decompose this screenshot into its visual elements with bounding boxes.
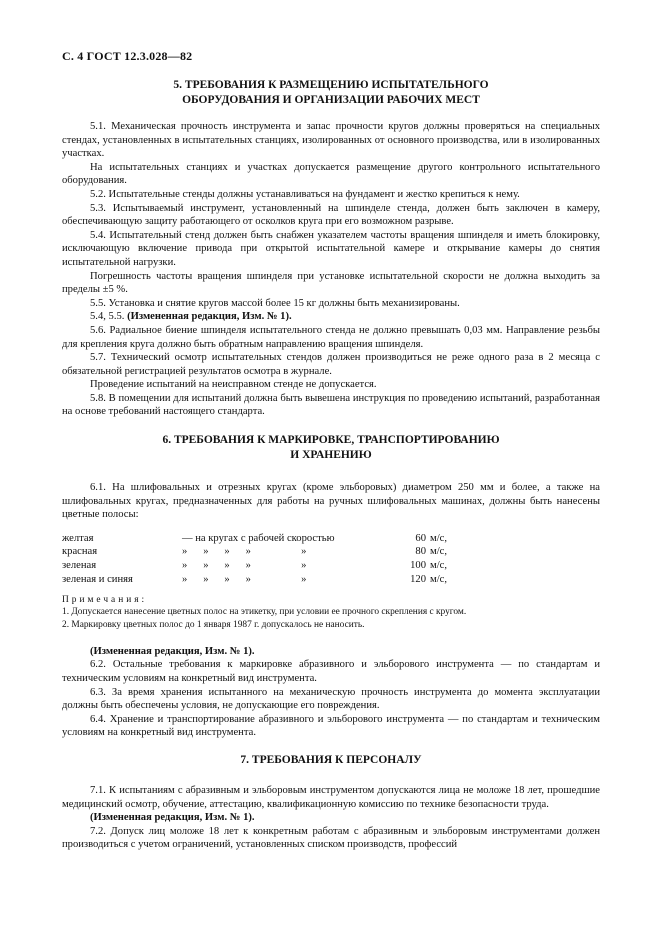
speed-value: 80 xyxy=(415,546,426,558)
color-name: зеленая и синяя xyxy=(62,573,133,585)
color-row xyxy=(62,545,600,559)
section-6-body xyxy=(62,481,600,740)
paragraph-5-4: 5.4. Испытательный стенд должен быть снабжен указателем частоты вращения шпинделя и иметь блокировку, исключающую включение привода при открытой испытательной камере и открывание камеры до снятия испытательной нагрузки. xyxy=(62,229,600,268)
note-2: 2. Маркировку цветных полос до 1 января 1987 г. допускалось не наносить. xyxy=(62,619,365,630)
section-7-title-line: 7. ТРЕБОВАНИЯ К ПЕРСОНАЛУ xyxy=(240,753,422,766)
color-stripes-table xyxy=(62,532,600,586)
paragraph-5-4-tolerance: Погрешность частоты вращения шпинделя при установке испытательной скорости не должна выходить за пределы ±5 %. xyxy=(62,270,600,296)
page-content xyxy=(62,76,600,852)
paragraph-5-6: 5.6. Радиальное биение шпинделя испытательного стенда не должно превышать 0,03 мм. Направление резьбы для крепления круга должно быть обратным направлению вращения шпинделя. xyxy=(62,324,600,350)
paragraph-7-2: 7.2. Допуск лиц моложе 18 лет к конкретным работам с абразивным и эльборовым инструментами должен производиться с учетом ограничений, установленных списком производств, профессий xyxy=(62,825,600,851)
color-row xyxy=(62,559,600,573)
amendment-text: (Измененная редакция, Изм. № 1). xyxy=(127,311,292,323)
paragraph-7-1: 7.1. К испытаниям с абразивным и эльборовым инструментом допускаются лица не моложе 18 лет, прошедшие медицинский осмотр, обучение, аттестацию, квалификационную комиссию по технике безопасности труда. xyxy=(62,784,600,810)
paragraph-5-1: 5.1. Механическая прочность инструмента и запас прочности кругов должны проверяться на специальных стендах, установленных в испытательных станциях, изолированных от основного производства, или в изолированных участках. xyxy=(62,121,600,160)
paragraph-5-7: 5.7. Технический осмотр испытательных стендов должен производиться не реже одного раза в 2 месяца с обязательной регистрацией результатов осмотра в журнале. xyxy=(62,352,600,377)
paragraph-6-2: 6.2. Остальные требования к маркировке абразивного и эльборового инструмента — по стандартам и техническим условиям на конкретный вид инструмента. xyxy=(62,659,600,685)
color-condition: » » » » » xyxy=(182,560,307,572)
speed-unit: м/с, xyxy=(430,546,447,558)
speed-value: 60 xyxy=(415,532,426,544)
amendment-5-4-5-5 xyxy=(62,310,600,324)
section-6-title-line2: И ХРАНЕНИЮ xyxy=(290,449,372,462)
speed-unit: м/с, xyxy=(430,560,447,572)
color-condition: — на кругах с рабочей скоростью xyxy=(182,532,335,544)
color-condition: » » » » » xyxy=(182,573,307,585)
section-6-title-line1: 6. ТРЕБОВАНИЯ К МАРКИРОВКЕ, ТРАНСПОРТИРОВАНИЮ xyxy=(162,434,500,447)
section-6-title xyxy=(62,433,600,463)
paragraph-5-3: 5.3. Испытываемый инструмент, установленный на шпинделе стенда, должен быть заключен в камеру, обеспечивающую защиту работающего от осколков круга при его возможном разрыве. xyxy=(62,202,600,228)
amendment-7-1: (Измененная редакция, Изм. № 1). xyxy=(90,812,255,824)
section-5-title-line2: ОБОРУДОВАНИЯ И ОРГАНИЗАЦИИ РАБОЧИХ МЕСТ xyxy=(182,94,480,106)
color-row xyxy=(62,573,600,587)
paragraph-5-7-note: Проведение испытаний на неисправном стенде не допускается. xyxy=(90,379,377,391)
section-7-body xyxy=(62,784,600,852)
paragraph-5-1-note: На испытательных станциях и участках допускается размещение другого контрольного испытательного оборудования. xyxy=(62,161,600,187)
speed-value: 100 xyxy=(410,560,426,572)
paragraph-5-8: 5.8. В помещении для испытаний должна быть вывешена инструкция по проведению испытаний, разработанная на основе требований настоящего стандарта. xyxy=(62,392,600,418)
note-1: 1. Допускается нанесение цветных полос на этикетку, при условии ее прочного скрепления с кругом. xyxy=(62,607,467,618)
speed-value: 120 xyxy=(410,573,426,585)
notes-title: Примечания: xyxy=(62,595,148,606)
paragraph-6-1: 6.1. На шлифовальных и отрезных кругах (кроме эльборовых) диаметром 250 мм и более, а также на шлифовальных кругах, предназначенных для работы на ручных шлифовальных машинах, должны быть нанесены цветные полосы: xyxy=(62,482,600,521)
paragraph-5-2: 5.2. Испытательные стенды должны устанавливаться на фундамент и жестко крепиться к нему. xyxy=(90,188,520,200)
color-name: зеленая xyxy=(62,560,97,572)
notes-block xyxy=(62,594,600,631)
color-row xyxy=(62,532,600,546)
paragraph-6-4: 6.4. Хранение и транспортирование абразивного и эльборового инструмента — по стандартам и техническим условиям на конкретный вид инструмента. xyxy=(62,713,600,739)
paragraph-6-3: 6.3. За время хранения испытанного на механическую прочность инструмента до момента эксплуатации должны быть обеспечены условия, не допускающие его повреждения. xyxy=(62,686,600,712)
color-condition: » » » » » xyxy=(182,546,307,558)
color-name: желтая xyxy=(62,532,94,544)
section-7-title xyxy=(62,753,600,768)
page-header: С. 4 ГОСТ 12.3.028—82 xyxy=(62,49,193,63)
amendment-ref: 5.4, 5.5. xyxy=(90,311,128,323)
section-5-title-line1: 5. ТРЕБОВАНИЯ К РАЗМЕЩЕНИЮ ИСПЫТАТЕЛЬНОГО xyxy=(173,79,489,91)
section-5-body xyxy=(62,120,600,419)
amendment-6-1: (Измененная редакция, Изм. № 1). xyxy=(90,645,255,657)
speed-unit: м/с, xyxy=(430,573,447,585)
speed-unit: м/с, xyxy=(430,532,447,544)
color-name: красная xyxy=(62,546,98,558)
paragraph-5-5: 5.5. Установка и снятие кругов массой более 15 кг должны быть механизированы. xyxy=(90,297,460,309)
section-5-title xyxy=(62,78,600,108)
